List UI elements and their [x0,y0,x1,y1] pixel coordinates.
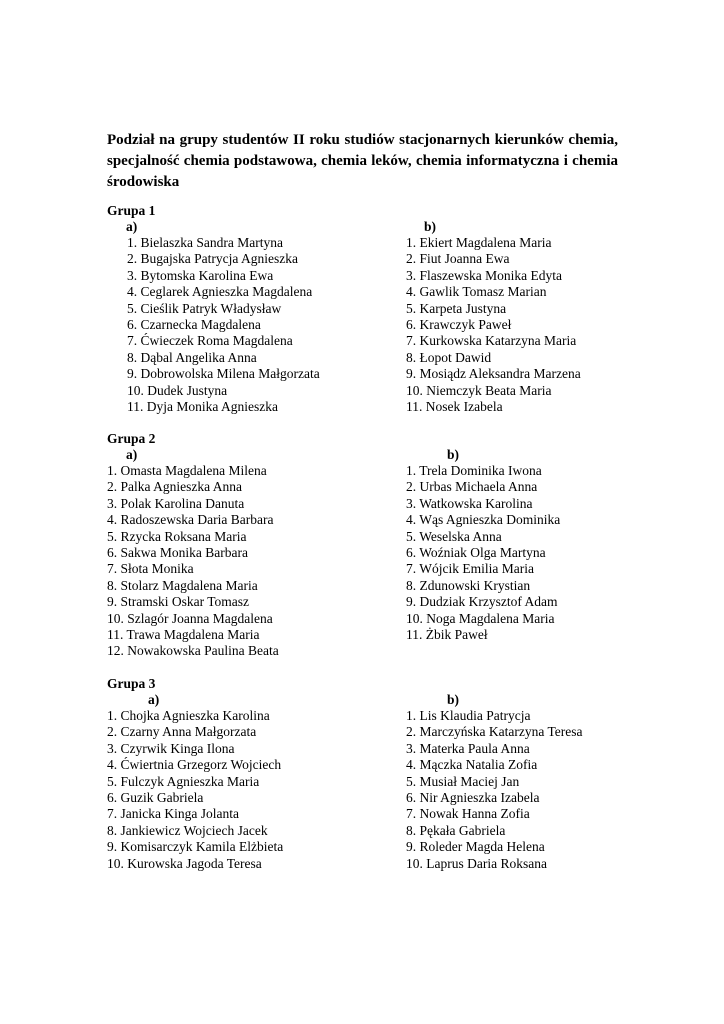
list-item: 3. Flaszewska Monika Edyta [406,267,562,283]
list-item: 10. Niemczyk Beata Maria [406,382,552,398]
list-item: 7. Janicka Kinga Jolanta [107,806,239,822]
list-item: 1. Lis Klaudia Patrycja [406,708,531,723]
list-item: 3. Materka Paula Anna [406,740,530,756]
list-item: 3. Watkowska Karolina [406,495,533,511]
list-item: 10. Noga Magdalena Maria [406,610,555,626]
list-item: 2. Fiut Joanna Ewa [406,251,510,267]
list-item: 10. Dudek Justyna [127,382,228,398]
list-item: 1. Trela Dominika Iwona [406,463,542,478]
list-item: 8. Jankiewicz Wojciech Jacek [107,822,268,838]
list-item: 9. Dudziak Krzysztof Adam [406,594,558,610]
list-item: 9. Komisarczyk Kamila Elżbieta [107,839,284,855]
list-item: 8. Zdunowski Krystian [406,577,531,593]
list-item: 4. Radoszewska Daria Barbara [107,512,274,528]
list-item: 5. Karpeta Justyna [406,300,507,316]
list-item: 2. Urbas Michaela Anna [406,479,538,495]
list-item: 8. Pękała Gabriela [406,822,506,838]
list-item: 7. Słota Monika [107,561,194,577]
list-item: 9. Dobrowolska Milena Małgorzata [127,366,320,382]
list-item: 11. Nosek Izabela [406,398,503,414]
group-1-label: Grupa 1 [107,203,156,218]
list-item: 9. Stramski Oskar Tomasz [107,594,250,610]
list-item: 3. Czyrwik Kinga Ilona [107,740,235,756]
list-item: 8. Dąbal Angelika Anna [127,349,257,365]
list-item: 4. Gawlik Tomasz Marian [406,284,547,300]
list-item: 11. Trawa Magdalena Maria [107,626,260,642]
list-item: 5. Rzycka Roksana Maria [107,528,247,544]
list-item: 5. Weselska Anna [406,528,502,544]
list-item: 1. Ekiert Magdalena Maria [406,235,552,250]
list-item: 1. Omasta Magdalena Milena [107,463,267,478]
list-item: 1. Bielaszka Sandra Martyna [127,235,283,250]
list-item: 11. Żbik Paweł [406,626,488,642]
list-item: 5. Cieślik Patryk Władysław [127,300,282,316]
list-item: 1. Chojka Agnieszka Karolina [107,708,270,723]
group-2-label: Grupa 2 [107,431,156,446]
list-item: 2. Czarny Anna Małgorzata [107,724,257,740]
list-item: 12. Nowakowska Paulina Beata [107,643,279,659]
list-item: 7. Kurkowska Katarzyna Maria [406,333,577,349]
group-3-a-label: a) [148,692,160,707]
list-item: 4. Ceglarek Agnieszka Magdalena [127,284,313,300]
group-2-a-list [107,463,279,660]
group-3-b-label: b) [447,692,460,707]
list-item: 9. Roleder Magda Helena [406,839,545,855]
list-item: 11. Dyja Monika Agnieszka [127,398,278,414]
list-item: 4. Wąs Agnieszka Dominika [406,512,561,528]
list-item: 7. Nowak Hanna Zofia [406,806,530,822]
group-2-b-list [406,463,560,643]
list-item: 10. Kurowska Jagoda Teresa [107,855,262,871]
group-1-b-label: b) [424,219,437,234]
list-item: 9. Mosiądz Aleksandra Marzena [406,366,581,382]
list-item: 8. Stolarz Magdalena Maria [107,577,258,593]
group-3-b-list [406,708,582,872]
list-item: 4. Mączka Natalia Zofia [406,757,538,773]
list-item: 2. Bugajska Patrycja Agnieszka [127,251,298,267]
list-item: 6. Czarnecka Magdalena [127,316,261,332]
list-item: 6. Woźniak Olga Martyna [406,544,546,560]
group-2-a-label: a) [126,447,138,462]
group-1-b-list [406,235,581,415]
list-item: 2. Palka Agnieszka Anna [107,479,242,495]
group-1-a-label: a) [126,219,138,234]
list-item: 6. Guzik Gabriela [107,789,204,805]
list-item: 3. Bytomska Karolina Ewa [127,267,274,283]
list-item: 6. Sakwa Monika Barbara [107,544,248,560]
list-item: 7. Wójcik Emilia Maria [406,561,534,577]
list-item: 5. Musiał Maciej Jan [406,773,520,789]
list-item: 8. Łopot Dawid [406,349,492,365]
list-item: 7. Ćwieczek Roma Magdalena [127,333,293,349]
list-item: 6. Nir Agnieszka Izabela [406,789,540,805]
list-item: 6. Krawczyk Paweł [406,316,512,332]
list-item: 2. Marczyńska Katarzyna Teresa [406,724,583,740]
list-item: 10. Laprus Daria Roksana [406,855,547,871]
list-item: 3. Polak Karolina Danuta [107,495,245,511]
group-3-label: Grupa 3 [107,676,156,691]
list-item: 4. Ćwiertnia Grzegorz Wojciech [107,757,282,773]
list-item: 5. Fulczyk Agnieszka Maria [107,773,260,789]
list-item: 10. Szlagór Joanna Magdalena [107,610,273,626]
group-3-a-list [107,708,283,872]
group-2-b-label: b) [447,447,460,462]
document-title: Podział na grupy studentów II roku studiów stacjonarnych kierunków chemia, specjalność chemia podstawowa, chemia leków, chemia informatyczna i chemia środowiska [107,132,618,190]
group-1-a-list [127,235,320,415]
